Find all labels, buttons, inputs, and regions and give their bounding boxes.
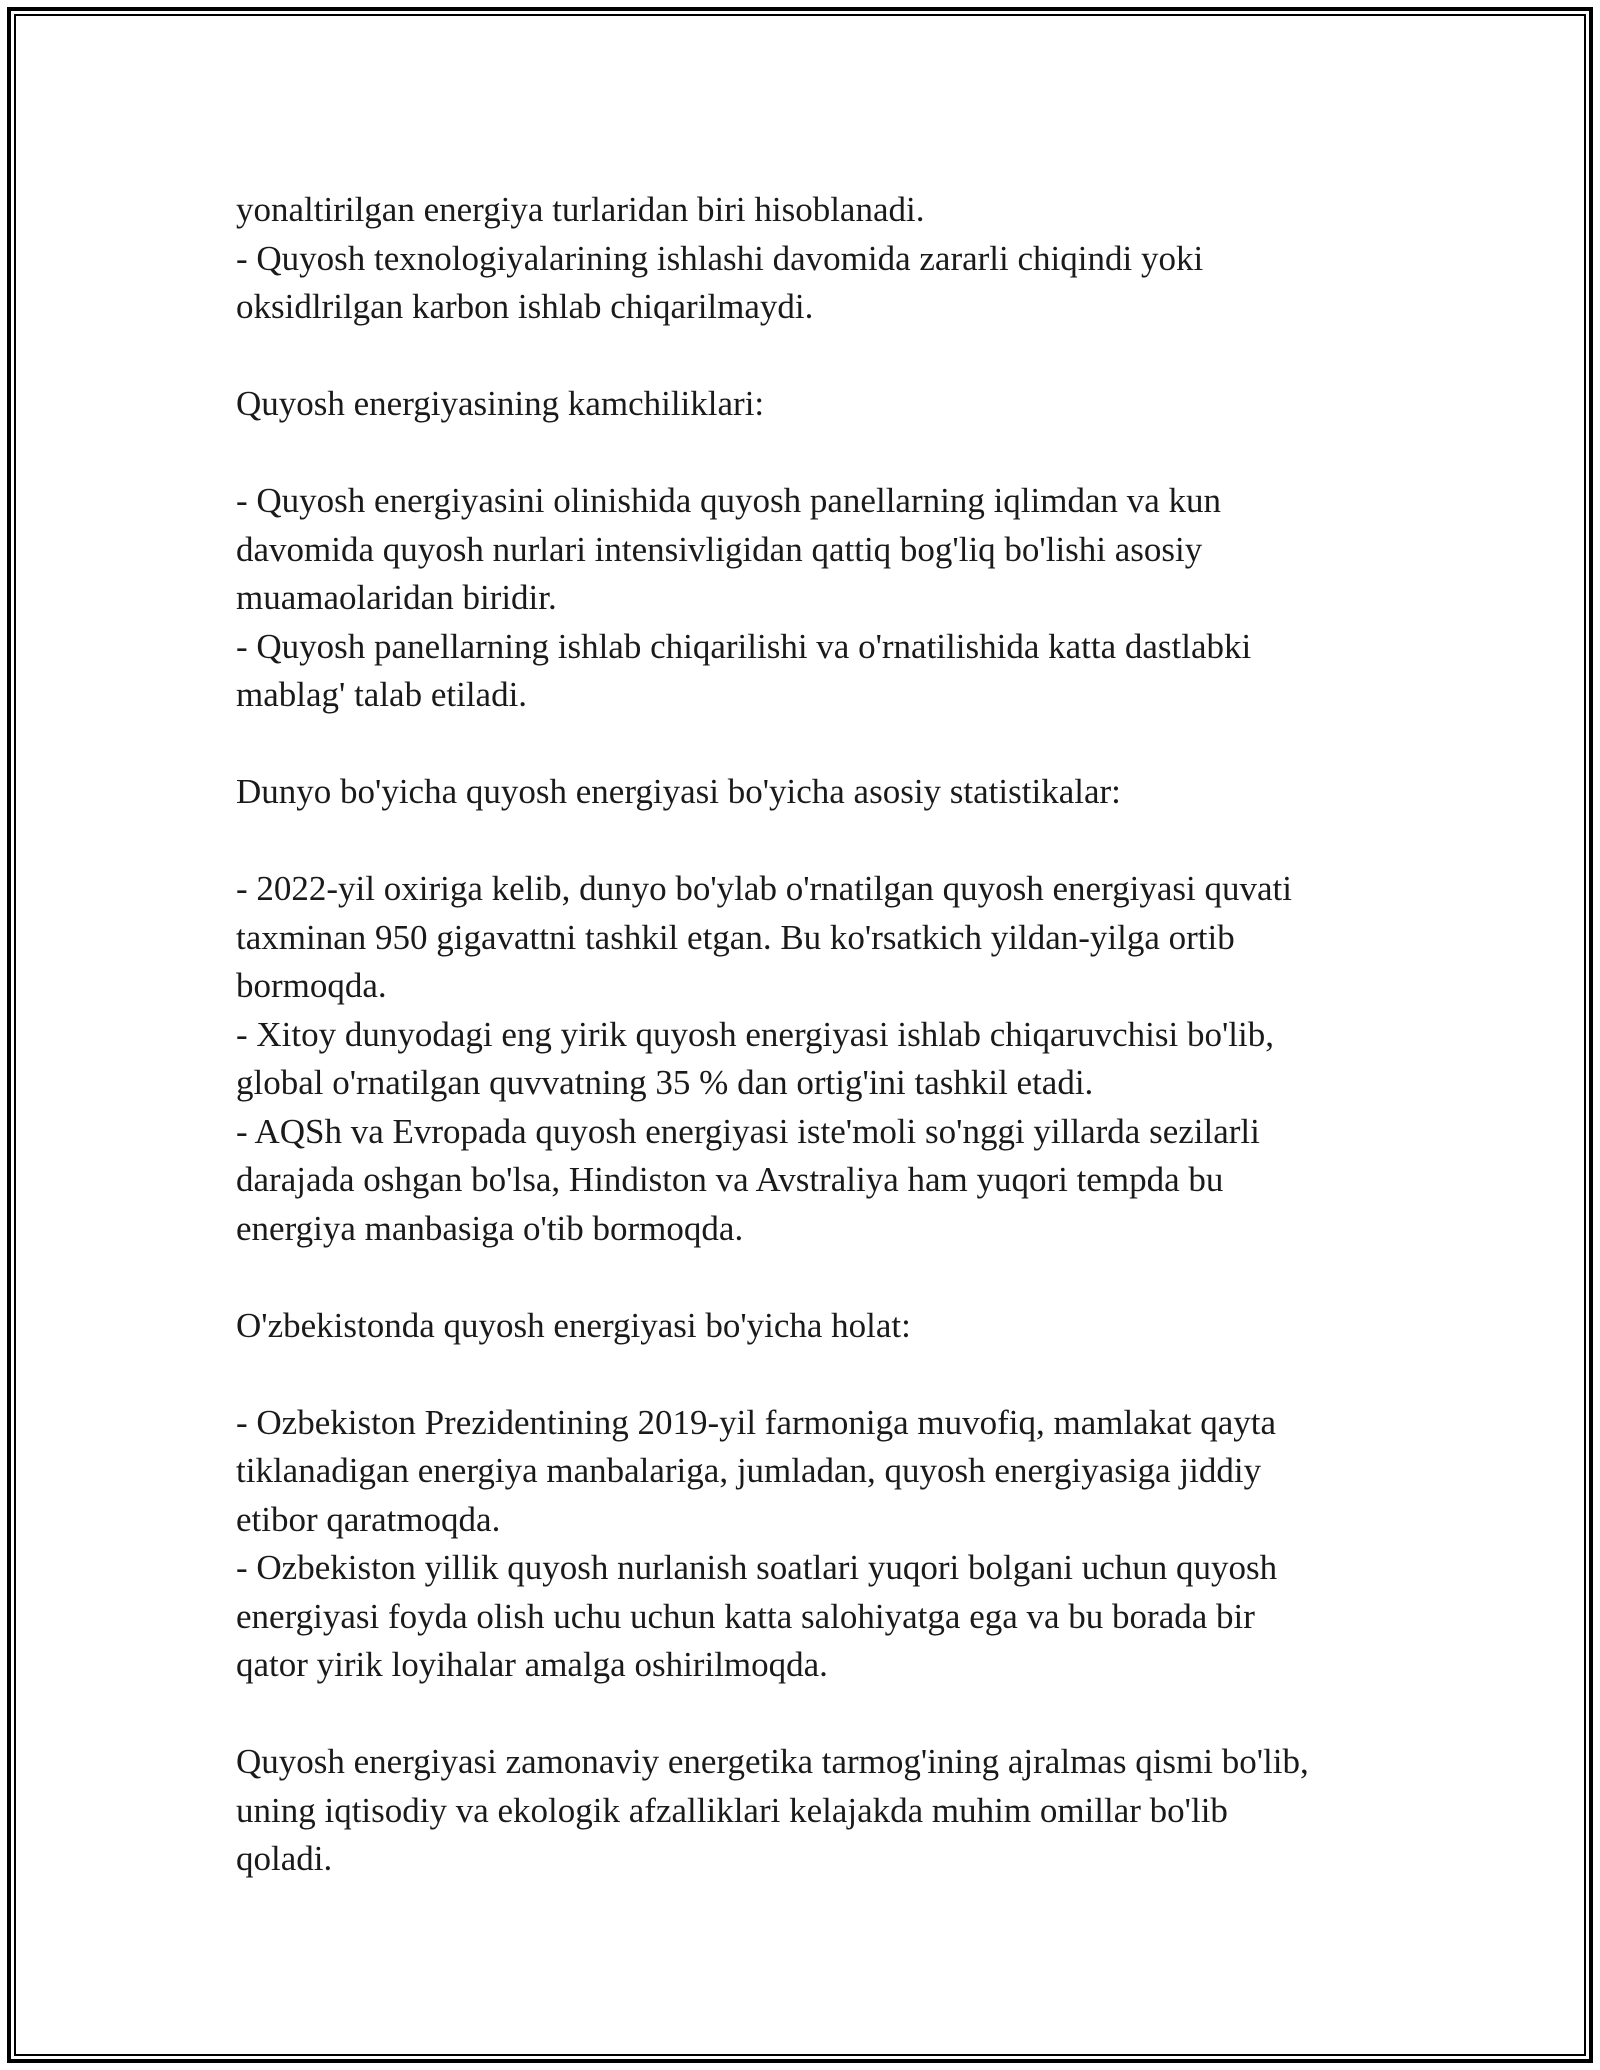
text-line: - AQSh va Evropada quyosh energiyasi iste'moli so'nggi yillarda sezilarli (236, 1111, 1260, 1151)
paragraph-gap (236, 1350, 1396, 1399)
document-body (236, 186, 1396, 1884)
text-line: - Ozbekiston Prezidentining 2019-yil farmoniga muvofiq, mamlakat qayta (236, 1402, 1277, 1442)
section-heading-world-stats: Dunyo bo'yicha quyosh energiyasi bo'yicha asosiy statistikalar: (236, 772, 1121, 811)
text-line: muamaolaridan biridir. (236, 578, 557, 617)
intro-paragraph (236, 186, 1396, 332)
text-line: - Quyosh panellarning ishlab chiqarilishi va o'rnatilishida katta dastlabki (236, 626, 1252, 666)
text-line: yonaltirilgan energiya turlaridan biri hisoblanadi. (236, 190, 925, 229)
section-heading-uzbekistan: O'zbekistonda quyosh energiyasi bo'yicha holat: (236, 1305, 911, 1345)
paragraph-gap (236, 1690, 1396, 1739)
paragraph-gap (236, 1253, 1396, 1302)
text-line: etibor qaratmoqda. (236, 1499, 501, 1539)
text-line: energiya manbasiga o'tib bormoqda. (236, 1208, 744, 1248)
paragraph-gap (236, 817, 1396, 866)
text-line: - Xitoy dunyodagi eng yirik quyosh energiyasi ishlab chiqaruvchisi bo'lib, (236, 1014, 1275, 1054)
text-line: - Ozbekiston yillik quyosh nurlanish soatlari yuqori bolgani uchun quyosh (236, 1548, 1278, 1587)
text-line: mablag' talab etiladi. (236, 675, 528, 714)
text-line: energiyasi foyda olish uchu uchun katta salohiyatga ega va bu borada bir (236, 1596, 1255, 1636)
disadvantages-list (236, 477, 1396, 720)
text-line: taxminan 950 gigavattni tashkil etgan. Bu ko'rsatkich yildan-yilga ortib (236, 917, 1235, 957)
section-heading-disadvantages: Quyosh energiyasining kamchiliklari: (236, 384, 765, 423)
text-line: - 2022-yil oxiriga kelib, dunyo bo'ylab o'rnatilgan quyosh energiyasi quvati (236, 869, 1292, 908)
paragraph-gap (236, 332, 1396, 381)
text-line: tiklanadigan energiya manbalariga, jumladan, quyosh energiyasiga jiddiy (236, 1451, 1262, 1490)
paragraph-gap (236, 429, 1396, 478)
text-line: uning iqtisodiy va ekologik afzalliklari kelajakda muhim omillar bo'lib (236, 1790, 1228, 1830)
text-line: Quyosh energiyasi zamonaviy energetika tarmog'ining ajralmas qismi bo'lib, (236, 1742, 1309, 1781)
text-line: - Quyosh texnologiyalarining ishlashi davomida zararli chiqindi yoki (236, 238, 1204, 278)
text-line: - Quyosh energiyasini olinishida quyosh panellarning iqlimdan va kun (236, 481, 1222, 520)
text-line: qoladi. (236, 1839, 333, 1878)
text-line: darajada oshgan bo'lsa, Hindiston va Avstraliya ham yuqori tempda bu (236, 1160, 1224, 1199)
uzbekistan-list (236, 1399, 1396, 1690)
text-line: qator yirik loyihalar amalga oshirilmoqda. (236, 1645, 828, 1684)
text-line: bormoqda. (236, 966, 387, 1005)
paragraph-gap (236, 720, 1396, 769)
conclusion-paragraph (236, 1738, 1396, 1884)
text-line: global o'rnatilgan quvvatning 35 % dan ortig'ini tashkil etadi. (236, 1063, 1094, 1102)
text-line: davomida quyosh nurlari intensivligidan qattiq bog'liq bo'lishi asosiy (236, 529, 1203, 569)
text-line: oksidlrilgan karbon ishlab chiqarilmaydi. (236, 287, 814, 326)
world-stats-list (236, 865, 1396, 1253)
